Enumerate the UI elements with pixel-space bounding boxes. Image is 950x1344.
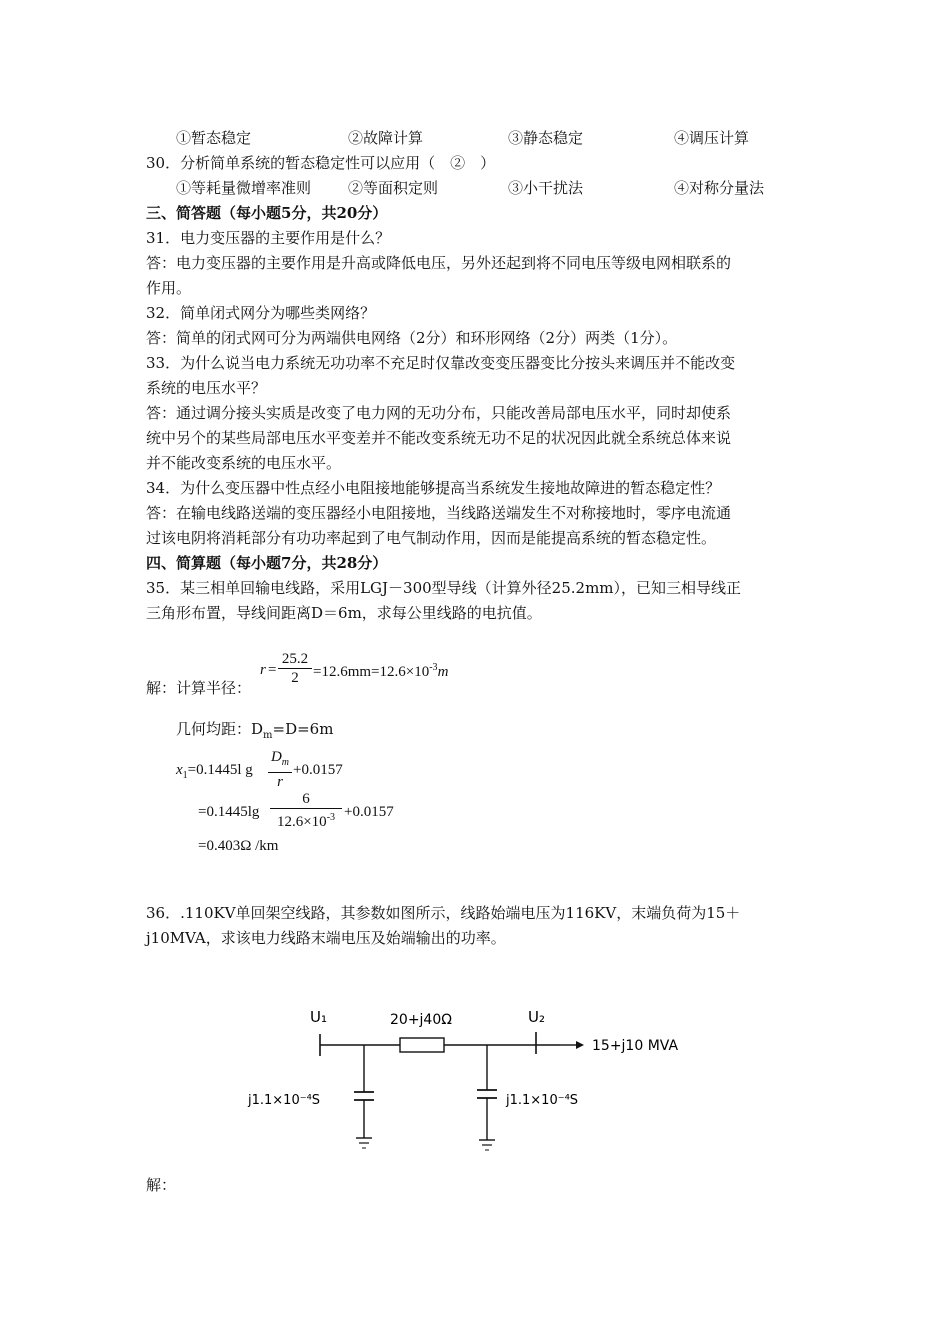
- q35-r-fraction: [278, 650, 312, 687]
- q34-answer-line2: 过该电阴将消耗部分有功功率起到了电气制动作用，因而是能提高系统的暂态稳定性。: [146, 529, 717, 547]
- q31-answer-line1: 答：电力变压器的主要作用是升高或降低电压，另外还起到将不同电压等级电网相联系的: [146, 254, 732, 272]
- q35-x1-num-main: D: [270, 749, 282, 765]
- u2-label: U₂: [528, 1008, 545, 1026]
- q35-r-symbol: r: [260, 662, 266, 678]
- q35-x1-a: =0.1445l g: [187, 762, 253, 778]
- q35-r-result-exp: -3: [429, 662, 438, 673]
- q36-circuit-diagram: [0, 1000, 950, 1200]
- q35-x1-lhs: [176, 762, 253, 781]
- q33-question-line1: 33．为什么说当电力系统无功功率不充足时仅靠改变变压器变比分按头来调压并不能改变: [146, 354, 736, 372]
- q33-answer-line1: 答：通过调分接头实质是改变了电力网的无功分布，只能改善局部电压水平，同时却使系: [146, 404, 732, 422]
- q35-x1-b: +0.0157: [293, 762, 343, 778]
- q35-line2-b: +0.0157: [344, 804, 394, 820]
- q35-x1-sub: 1: [182, 770, 188, 781]
- q35-geo-sub: m: [263, 730, 273, 741]
- q36-solution-label: 解：: [146, 1176, 177, 1194]
- q35-line2-a: =0.1445lg: [198, 804, 260, 820]
- q35-r-equals: =: [268, 662, 277, 678]
- q35-r-result: [313, 662, 448, 681]
- q35-r-result-unit: m: [437, 664, 449, 680]
- q35-question-line2: 三角形布置，导线间距离D＝6m，求每公里线路的电抗值。: [146, 604, 542, 622]
- q32-answer: 答：简单的闭式网可分为两端供电网络（2分）和环形网络（2分）两类（1分）。: [146, 329, 678, 347]
- q30-option-3: ③小干扰法: [508, 179, 584, 197]
- section4-heading: 四、简算题（每小题7分，共28分）: [146, 554, 388, 572]
- q35-geo-label: 几何均距：D: [176, 720, 264, 738]
- q35-x1-numerator: [268, 748, 292, 772]
- impedance-label: 20+j40Ω: [390, 1012, 452, 1028]
- q33-answer-line3: 并不能改变系统的电压水平。: [146, 454, 342, 472]
- q35-geo-rest: =D=6m: [272, 720, 334, 738]
- q35-geo-mean: [176, 718, 333, 741]
- q34-question: 34．为什么变压器中性点经小电阻接地能够提高当系统发生接地故障进的暂态稳定性？: [146, 479, 721, 497]
- q29-option-4: ④调压计算: [674, 129, 750, 147]
- q36-question-line1: 36．.110KV单回架空线路，其参数如图所示，线路始端电压为116KV，末端负荷为15＋: [146, 904, 741, 922]
- q33-question-line2: 系统的电压水平？: [146, 379, 267, 397]
- impedance-resistor: [400, 1038, 444, 1052]
- q32-question: 32．简单闭式网分为哪些类网络？: [146, 304, 376, 322]
- q35-line2-fraction: [270, 790, 342, 831]
- q35-line2-numerator: 6: [302, 791, 310, 807]
- q35-r-result-main: =12.6mm=12.6×10: [313, 664, 430, 680]
- q35-x1-fraction: [268, 748, 292, 791]
- cap-left-label: j1.1×10⁻⁴S: [248, 1093, 321, 1108]
- q35-line3: =0.403Ω /km: [198, 838, 279, 854]
- q30-option-4: ④对称分量法: [674, 179, 765, 197]
- q35-line2-den-main: 12.6×10: [276, 814, 327, 830]
- q35-r-denominator: 2: [291, 670, 299, 686]
- cap-right-label: j1.1×10⁻⁴S: [506, 1093, 579, 1108]
- q34-answer-line1: 答：在输电线路送端的变压器经小电阻接地，当线路送端发生不对称接地时，零序电流通: [146, 504, 732, 522]
- q29-option-2: ②故障计算: [348, 129, 424, 147]
- section3-heading: 三、简答题（每小题5分，共20分）: [146, 204, 388, 222]
- q36-question-line2: j10MVA，求该电力线路末端电压及始端输出的功率。: [146, 929, 506, 947]
- u1-label: U₁: [310, 1008, 327, 1026]
- q35-r-numerator: 25.2: [281, 651, 309, 667]
- q30-option-2: ②等面积定则: [348, 179, 439, 197]
- q29-option-1: ①暂态稳定: [176, 129, 252, 147]
- q31-answer-line2: 作用。: [146, 279, 192, 297]
- q35-solution-label: 解：计算半径：: [146, 679, 252, 697]
- q35-x1-denominator: r: [277, 774, 283, 790]
- q33-answer-line2: 统中另个的某些局部电压水平变差并不能改变系统无功不足的状况因此就全系统总体来说: [146, 429, 732, 447]
- q35-question-line1: 35．某三相单回输电线路，采用LGJ－300型导线（计算外径25.2mm），已知三相导线正: [146, 579, 742, 597]
- q30-option-1: ①等耗量微增率准则: [176, 179, 312, 197]
- load-label: 15+j10 MVA: [592, 1038, 679, 1054]
- q29-option-3: ③静态稳定: [508, 129, 584, 147]
- q31-question: 31．电力变压器的主要作用是什么？: [146, 229, 391, 247]
- q35-x1-num-sub: m: [281, 757, 290, 768]
- q35-line2-denominator: [270, 809, 342, 831]
- q35-x1-symbol: x: [176, 762, 183, 778]
- q35-line2-den-exp: -3: [326, 812, 336, 823]
- q30-stem: 30．分析简单系统的暂态稳定性可以应用（ ② ）: [146, 154, 496, 172]
- load-arrow-icon: [576, 1041, 584, 1049]
